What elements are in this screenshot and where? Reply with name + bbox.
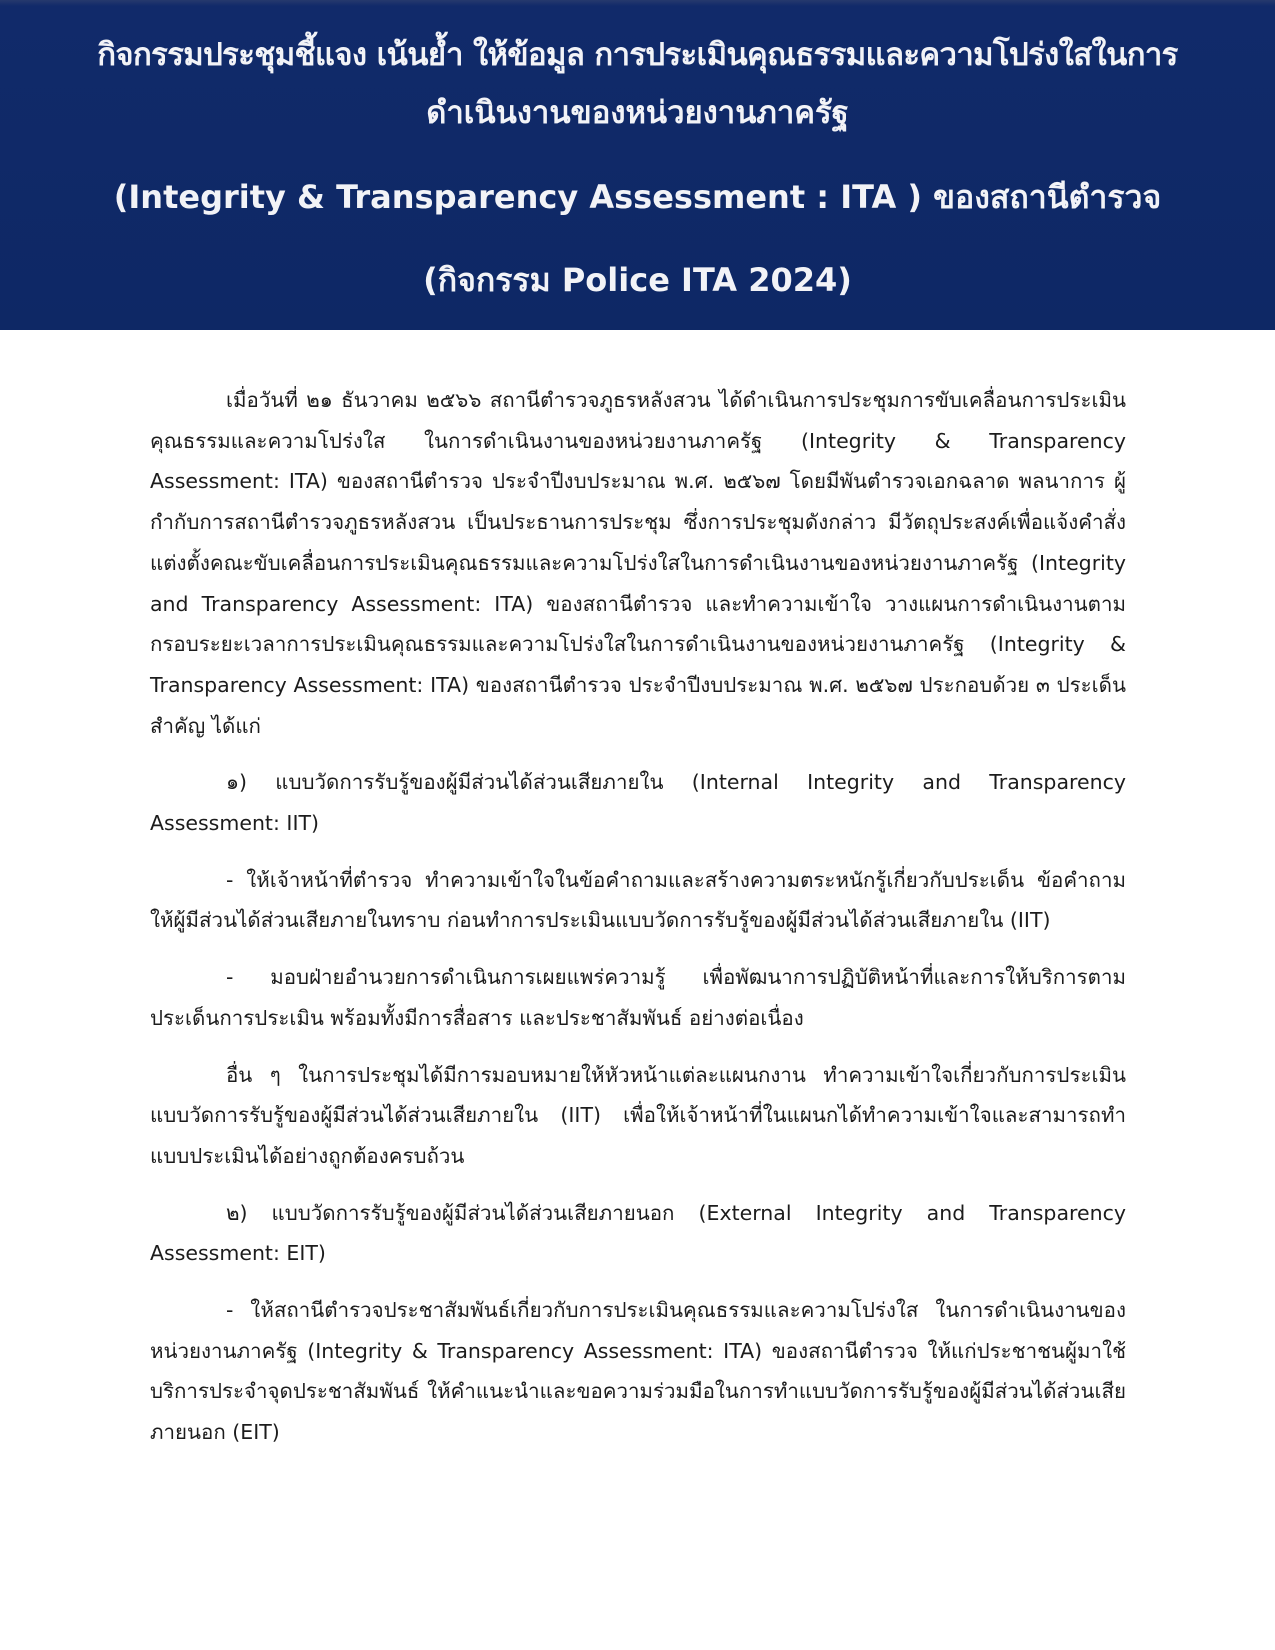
banner-title-line-2: ดำเนินงานของหน่วยงานภาครัฐ (426, 95, 849, 131)
banner-title-line-1: กิจกรรมประชุมชี้แจง เน้นย้ำ ให้ข้อมูล การประเมินคุณธรรมและความโปร่งใสในการ (97, 37, 1178, 73)
section-2-item-1: - ให้สถานีตำรวจประชาสัมพันธ์เกี่ยวกับการประเมินคุณธรรมและความโปร่งใส ในการดำเนินงานของหน่วยงานภาครัฐ (Integrity & Transparency Assessment: ITA) ของสถานีตำรวจ ให้แก่ประชาชนผู้มาใช้บริการประจำจุดประชาสัมพันธ์ ให้คำแนะนำและขอความร่วมมือในการทำแบบวัดการรับรู้ของผู้มีส่วนได้ส่วนเสียภายนอก (EIT) (150, 1298, 1126, 1445)
banner-title-line-4: (กิจกรรม Police ITA 2024) (423, 261, 852, 299)
header-banner (0, 0, 1275, 330)
section-1-heading: ๑) แบบวัดการรับรู้ของผู้มีส่วนได้ส่วนเสียภายใน (Internal Integrity and Transparency Assessment: IIT) (150, 770, 1126, 836)
article-body (150, 380, 1126, 1469)
section-1-item-2: - มอบฝ่ายอำนวยการดำเนินการเผยแพร่ความรู้ เพื่อพัฒนาการปฏิบัติหน้าที่และการให้บริการตามประเด็นการประเมิน พร้อมทั้งมีการสื่อสาร และประชาสัมพันธ์ อย่างต่อเนื่อง (150, 965, 1126, 1030)
section-1-other: อื่น ๆ ในการประชุมได้มีการมอบหมายให้หัวหน้าแต่ละแผนกงาน ทำความเข้าใจเกี่ยวกับการประเมินแบบวัดการรับรู้ของผู้มีส่วนได้ส่วนเสียภายใน (IIT) เพื่อให้เจ้าหน้าที่ในแผนกได้ทำความเข้าใจและสามารถทำแบบประเมินได้อย่างถูกต้องครบถ้วน (150, 1062, 1126, 1168)
section-1-item-1: - ให้เจ้าหน้าที่ตำรวจ ทำความเข้าใจในข้อคำถามและสร้างความตระหนักรู้เกี่ยวกับประเด็น ข้อคำถามให้ผู้มีส่วนได้ส่วนเสียภายในทราบ ก่อนทำการประเมินแบบวัดการรับรู้ของผู้มีส่วนได้ส่วนเสียภายใน (IIT) (150, 867, 1126, 933)
banner-title-line-3: (Integrity & Transparency Assessment : ITA ) ของสถานีตำรวจ (113, 178, 1162, 216)
section-2-heading: ๒) แบบวัดการรับรู้ของผู้มีส่วนได้ส่วนเสียภายนอก (External Integrity and Transparency Assessment: EIT) (150, 1200, 1126, 1266)
intro-paragraph: เมื่อวันที่ ๒๑ ธันวาคม ๒๕๖๖ สถานีตำรวจภูธรหลังสวน ได้ดำเนินการประชุมการขับเคลื่อนการประเมินคุณธรรมและความโปร่งใส ในการดำเนินงานของหน่วยงานภาครัฐ (Integrity & Transparency Assessment: ITA) ของสถานีตำรวจ ประจำปีงบประมาณ พ.ศ. ๒๕๖๗ โดยมีพันตำรวจเอกฉลาด พลนาการ ผู้กำกับการสถานีตำรวจภูธรหลังสวน เป็นประธานการประชุม ซึ่งการประชุมดังกล่าว มีวัตถุประสงค์เพื่อแจ้งคำสั่งแต่งตั้งคณะขับเคลื่อนการประเมินคุณธรรมและความโปร่งใสในการดำเนินงานของหน่วยงานภาครัฐ (Integrity and Transparency Assessment: ITA) ของสถานีตำรวจ และทำความเข้าใจ วางแผนการดำเนินงานตามกรอบระยะเวลาการประเมินคุณธรรมและความโปร่งใสในการดำเนินงานของหน่วยงานภาครัฐ (Integrity & Transparency Assessment: ITA) ของสถานีตำรวจ ประจำปีงบประมาณ พ.ศ. ๒๕๖๗ ประกอบด้วย ๓ ประเด็นสำคัญ ได้แก่ (150, 388, 1126, 738)
